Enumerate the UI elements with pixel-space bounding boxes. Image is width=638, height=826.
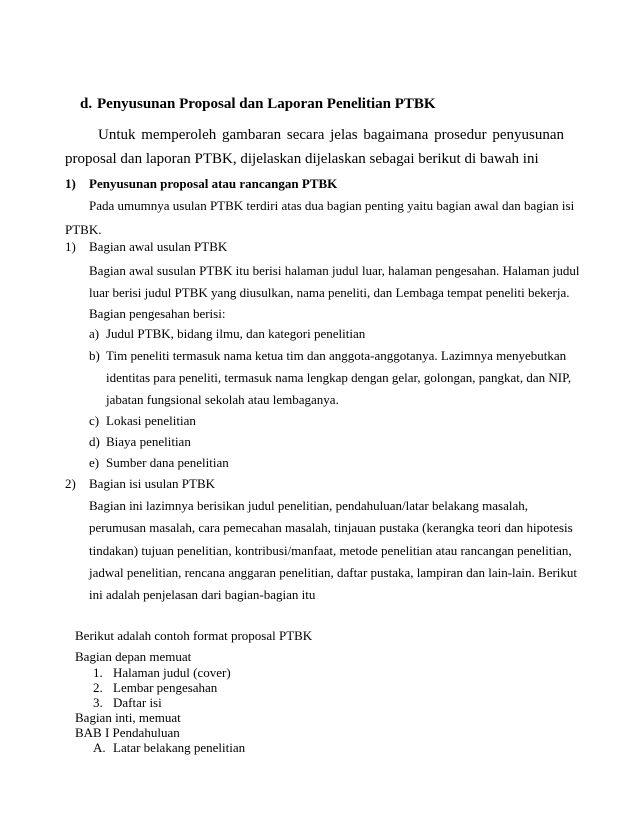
list-item-marker: a): [89, 326, 100, 341]
list-item-continued: identitas para peneliti, termasuk nama lengkap dengan gelar, golongan, pangkat, dan NIP,: [106, 370, 572, 385]
list-item: Judul PTBK, bidang ilmu, dan kategori penelitian: [106, 326, 366, 341]
isi-line-5: ini adalah penjelasan dari bagian-bagian itu: [89, 587, 316, 602]
isi-title: Bagian isi usulan PTBK: [89, 476, 216, 491]
list-item-continued: jabatan fungsional sekolah atau lembaganya.: [106, 392, 339, 407]
list-item-marker: 3.: [93, 695, 103, 710]
isi-line-3: tindakan) tujuan penelitian, kontribusi/manfaat, metode penelitian atau rancangan penelitian,: [89, 543, 572, 558]
list-item: Tim peneliti termasuk nama ketua tim dan anggota-anggotanya. Lazimnya menyebutkan: [106, 348, 567, 363]
isi-line-1: Bagian ini lazimnya berisikan judul penelitian, pendahuluan/latar belakang masalah,: [89, 498, 528, 513]
list-item-marker: A.: [93, 740, 106, 755]
list-item-marker: 2.: [93, 680, 103, 695]
inti-label: Bagian inti, memuat: [75, 710, 181, 725]
awal-desc-line-1: Bagian awal susulan PTBK itu berisi halaman judul luar, halaman pengesahan. Halaman judul: [89, 263, 580, 278]
list-item-marker: e): [89, 455, 100, 470]
format-intro: Berikut adalah contoh format proposal PTBK: [75, 628, 313, 643]
sub1-paragraph-line-1: Pada umumnya usulan PTBK terdiri atas dua bagian penting yaitu bagian awal dan bagian isi: [89, 198, 575, 213]
sub1-paragraph-line-2: PTBK.: [65, 222, 102, 237]
list-item: Lembar pengesahan: [113, 680, 218, 695]
section-heading: Penyusunan Proposal dan Laporan Penelitian PTBK: [97, 96, 436, 112]
isi-marker: 2): [65, 476, 76, 491]
list-item: Lokasi penelitian: [106, 413, 196, 428]
list-item-marker: 1.: [93, 665, 103, 680]
list-item: Sumber dana penelitian: [106, 455, 229, 470]
isi-line-2: perumusan masalah, cara pemecahan masalah, tinjauan pustaka (kerangka teori dan hipotesis: [89, 520, 573, 535]
list-item-marker: b): [89, 348, 100, 363]
awal-marker: 1): [65, 239, 76, 254]
list-item: Halaman judul (cover): [113, 665, 231, 680]
sub1-title: Penyusunan proposal atau rancangan PTBK: [89, 176, 338, 191]
depan-label: Bagian depan memuat: [75, 649, 192, 664]
awal-desc-line-2: luar berisi judul PTBK yang diusulkan, nama peneliti, dan Lembaga tempat peneliti bekerja.: [89, 285, 570, 300]
list-item: Latar belakang penelitian: [113, 740, 246, 755]
list-item-marker: d): [89, 434, 100, 449]
isi-line-4: jadwal penelitian, rencana anggaran penelitian, daftar pustaka, lampiran dan lain-lain. Berikut: [89, 565, 578, 580]
list-item: Biaya penelitian: [106, 434, 191, 449]
intro-line-2: proposal dan laporan PTBK, dijelaskan dijelaskan sebagai berikut di bawah ini: [65, 151, 539, 167]
pengesahan-label: Bagian pengesahan berisi:: [89, 306, 226, 321]
list-item: Daftar isi: [113, 695, 162, 710]
sub1-marker: 1): [65, 176, 76, 191]
section-marker: d.: [80, 96, 93, 112]
bab-1-heading: BAB I Pendahuluan: [75, 725, 180, 740]
intro-line-1: Untuk memperoleh gambaran secara jelas bagaimana prosedur penyusunan: [98, 127, 564, 143]
list-item-marker: c): [89, 413, 100, 428]
awal-title: Bagian awal usulan PTBK: [89, 239, 228, 254]
